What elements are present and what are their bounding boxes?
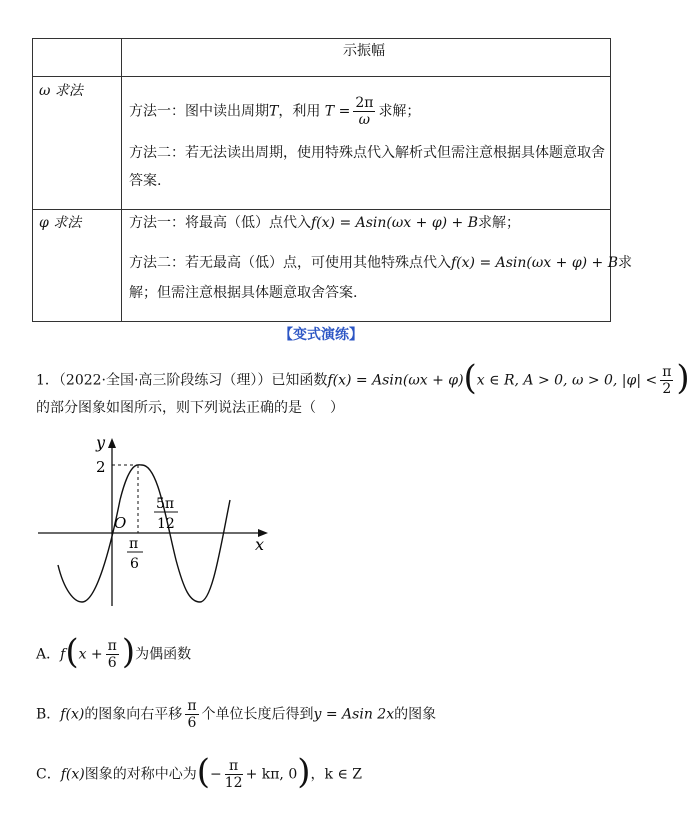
omega-method-2-line1: 方法二：若无法读出周期，使用特殊点代入解析式但需注意根据具体题意取舍: [129, 145, 605, 161]
phi-method-2-line2: 解；但需注意根据具体题意取舍答案.: [129, 285, 358, 301]
origin-label: O: [114, 514, 127, 532]
section-title: 【变式演练】: [279, 327, 363, 343]
max-value-label: 2: [96, 458, 106, 476]
table-row-divider: [33, 76, 610, 77]
row0-text: 示振幅: [343, 43, 385, 59]
option-b[interactable]: B．f(x)的图象向右平移 $\frac{\pi}{6}$ 个单位长度后得到y = Asin 2x的图象: [36, 698, 437, 731]
tick-pi6-den: 6: [130, 556, 139, 572]
omega-label: ω 求法: [39, 83, 83, 99]
tick-5pi12-num: 5π: [156, 496, 175, 512]
function-graph: [30, 430, 280, 610]
phi-label: φ 求法: [39, 215, 82, 231]
x-axis-label: x: [255, 535, 265, 554]
table-column-divider: [121, 39, 122, 321]
option-a[interactable]: A．f(x + $\frac{\pi}{6}$ )为偶函数: [36, 631, 192, 672]
y-axis-label: y: [96, 433, 106, 452]
tick-pi6-num: π: [129, 536, 139, 552]
phi-method-2-line1: 方法二：若无最高（低）点，可使用其他特殊点代入f(x) = Asin(ωx + φ) + B求: [129, 255, 633, 271]
method-table: [32, 38, 633, 322]
omega-method-2-line2: 答案.: [129, 173, 162, 189]
phi-method-1: 方法一：将最高（低）点代入f(x) = Asin(ωx + φ) + B求解；: [129, 215, 521, 231]
table-row-divider: [33, 209, 610, 210]
question-line2: 的部分图象如图所示，则下列说法正确的是（ ）: [36, 400, 344, 416]
option-c[interactable]: C．f(x)图象的对称中心为(− $\frac{\pi}{12}$ + kπ, 0)，k ∈ Z: [36, 751, 362, 792]
y-axis-arrow: [108, 438, 116, 448]
omega-method-1: 方法一：图中读出周期T，利用 T = $\frac{2\pi}{\omega}$ 求解；: [129, 95, 421, 128]
question-line1: 1．（2022·全国·高三阶段练习（理））已知函数f(x) = Asin(ωx + φ)(x ∈ R, A > 0, ω > 0, |φ| < $\frac{\pi}{2}$ ): [36, 357, 690, 398]
tick-5pi12-den: 12: [157, 516, 175, 532]
